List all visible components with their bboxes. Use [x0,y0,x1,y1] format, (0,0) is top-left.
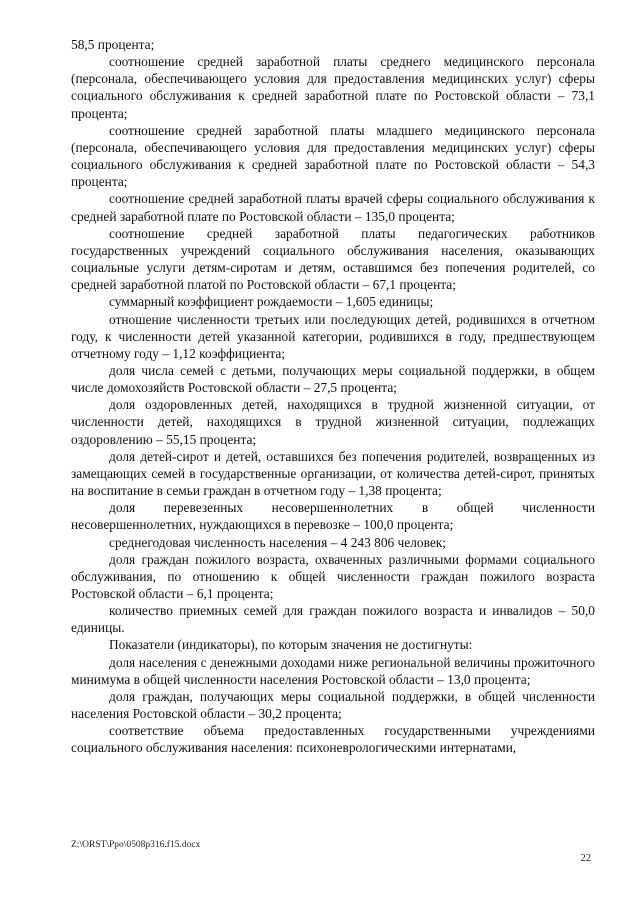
paragraph: доля граждан, получающих меры социальной поддержки, в общей численности населения Ростовской области – 30,2 процента; [71,688,595,722]
document-body [71,36,595,757]
paragraph: Показатели (индикаторы), по которым значения не достигнуты: [109,637,473,653]
paragraph: отношение численности третьих или последующих детей, родившихся в отчетном году, к численности детей указанной категории, родившихся в году, предшествующем отчетному году – 1,12 коэффициента; [71,311,595,361]
paragraph: суммарный коэффициент рождаемости – 1,605 единицы; [109,294,434,310]
paragraph: доля детей-сирот и детей, оставшихся без попечения родителей, возвращенных из замещающих семей в государственные организации, от количества детей-сирот, принятых на воспитание в семьи граждан в отчетном году – 1,38 процента; [71,448,595,499]
paragraph: среднегодовая численность населения – 4 243 806 человек; [109,534,447,550]
paragraph: соотношение средней заработной платы педагогических работников государственных учреждений социального обслуживания населения, оказывающих социальные услуги детям-сиротам и детям, оставшимся без попечения родителей, со средней заработной платой по Ростовской области – 67,1 процента; [71,225,595,293]
paragraph: соотношение средней заработной платы врачей сферы социального обслуживания к средней заработной плате по Ростовской области – 135,0 процента; [71,191,595,224]
paragraph: соответствие объема предоставленных государственными учреждениями социального обслуживания населения: психоневрологическими интернатами, [71,723,595,756]
footer-file-path: Z:\ORST\Ppo\0508p316.f15.docx [71,840,201,850]
paragraph: доля перевезенных несовершеннолетних в общей численности несовершеннолетних, нуждающихся в перевозке – 100,0 процента; [71,500,595,533]
paragraph: 58,5 процента; [71,37,155,52]
paragraph: доля числа семей с детьми, получающих меры социальной поддержки, в общем числе домохозяйств Ростовской области – 27,5 процента; [71,362,595,396]
paragraph: количество приемных семей для граждан пожилого возраста и инвалидов – 50,0 единицы. [71,603,595,636]
paragraph: соотношение средней заработной платы среднего медицинского персонала (персонала, обеспечивающего условия для предоставления медицинских услуг) сферы социального обслуживания к средней заработной плате по Ростовской области – 73,1 процента; [71,54,595,121]
paragraph: доля населения с денежными доходами ниже региональной величины прожиточного минимума в общей численности населения Ростовской области – 13,0 процента; [71,654,595,687]
page-number: 22 [580,853,591,864]
paragraph: доля оздоровленных детей, находящихся в трудной жизненной ситуации, от численности детей, находящихся в трудной жизненной ситуации, подлежащих оздоровлению – 55,15 процента; [71,397,595,447]
paragraph: соотношение средней заработной платы младшего медицинского персонала (персонала, обеспечивающего условия для предоставления медицинских услуг) сферы социального обслуживания к средней заработной плате по Ростовской области – 54,3 процента; [71,122,595,190]
paragraph: доля граждан пожилого возраста, охваченных различными формами социального обслуживания, по отношению к общей численности граждан пожилого возраста Ростовской области – 6,1 процента; [71,551,595,601]
